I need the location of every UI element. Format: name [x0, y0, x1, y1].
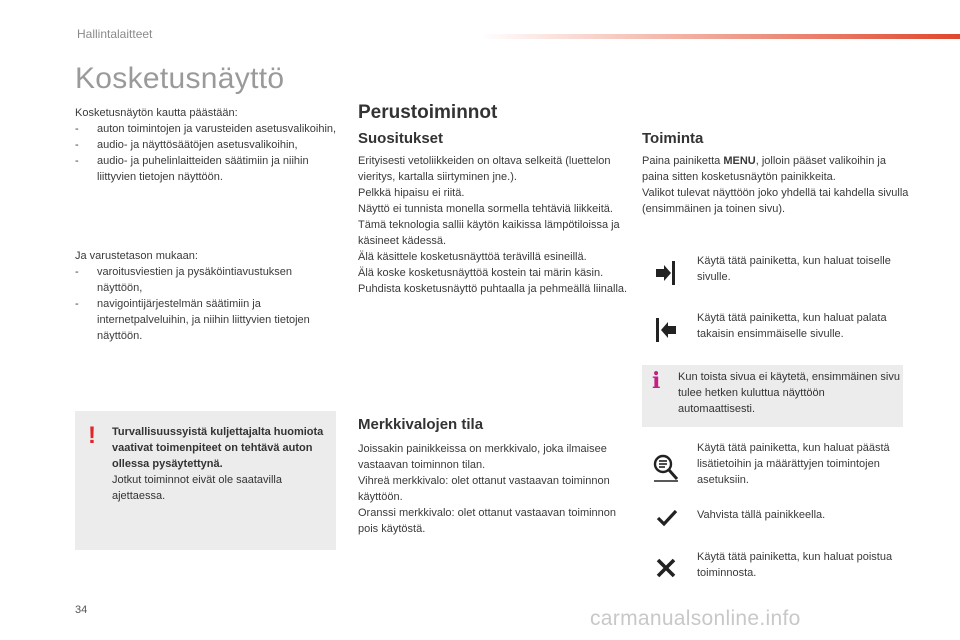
- list-item: - navigointijärjestelmän säätimiin ja internetpalveluihin, ja niihin liittyvien tietojen näyttöön.: [75, 298, 310, 342]
- next-page-icon: [654, 260, 678, 286]
- page-number: 34: [75, 604, 88, 616]
- recommendations-heading: Suositukset: [358, 130, 444, 147]
- previous-page-icon: [654, 317, 678, 343]
- equipment-lead: Ja varustetason mukaan:: [75, 250, 198, 262]
- warning-text: [112, 424, 327, 504]
- indicator-text: Joissakin painikkeissa on merkkivalo, joka ilmaisee vastaavan toiminnon tilan. Vihreä merkkivalo: olet ottanut vastaavan toiminnon käyttöön. Oranssi merkkivalo: olet ottanut vastaavan toiminnon pois käytöstä.: [358, 443, 617, 535]
- watermark: carmanualsonline.info: [590, 607, 801, 630]
- info-text: Kun toista sivua ei käytetä, ensimmäinen sivu tulee hetken kuluttua näyttöön automaattisesti.: [678, 371, 900, 415]
- previous-page-text: Käytä tätä painiketta, kun haluat palata takaisin ensimmäiselle sivulle.: [697, 312, 887, 340]
- info-icon: i: [652, 368, 661, 394]
- indicator-heading: Merkkivalojen tila: [358, 416, 484, 433]
- close-icon: [656, 558, 676, 578]
- list-item: - varoitusviestien ja pysäköintiavustuksen näyttöön,: [75, 266, 293, 294]
- section-header: Hallintalaitteet: [77, 27, 153, 41]
- equipment-block: [75, 248, 337, 344]
- list-item: - audio- ja näyttösäätöjen asetusvalikoihin,: [75, 139, 298, 151]
- close-text: Käytä tätä painiketta, kun haluat poistua toiminnosta.: [697, 551, 893, 579]
- warning-icon: !: [88, 422, 96, 449]
- next-page-text: Käytä tätä painiketta, kun haluat toiselle sivulle.: [697, 255, 891, 283]
- page-title: Kosketusnäyttö: [75, 62, 285, 95]
- operation-heading: Toiminta: [642, 130, 704, 147]
- checkmark-text: Vahvista tällä painikkeella.: [697, 509, 826, 521]
- intro-lead: Kosketusnäytön kautta päästään:: [75, 107, 238, 119]
- warning-bold-text: Turvallisuussyistä kuljettajalta huomiota vaativat toimenpiteet on tehtävä auton ollessa pysäytettynä.: [112, 426, 324, 470]
- list-item: - auton toimintojen ja varusteiden asetusvalikoihin,: [75, 123, 337, 135]
- menu-key: MENU: [723, 155, 756, 167]
- intro-block: [75, 105, 337, 185]
- basics-heading: Perustoiminnot: [358, 102, 498, 123]
- settings-info-icon: [652, 453, 680, 483]
- settings-info-text: Käytä tätä painiketta, kun haluat päästä lisätietoihin ja määrättyjen toimintojen asetuksiin.: [697, 442, 890, 486]
- recommendations-text: Erityisesti vetoliikkeiden on oltava selkeitä (luettelon vieritys, kartalla siirtyminen jne.). Pelkkä hipaisu ei riitä. Näyttö ei tunnista monella sormella tehtäviä liikkeitä. Tämä teknologia sallii käytön kaikissa lämpötiloissa ja käsineet kädessä. Älä käsittele kosketusnäyttöä terävillä esineillä. Älä koske kosketusnäyttöä kostein tai märin käsin. Puhdista kosketusnäyttö puhtaalla ja pehmeällä liinalla.: [358, 155, 628, 295]
- warning-note: Jotkut toiminnot eivät ole saatavilla ajettaessa.: [112, 474, 282, 502]
- header-accent-line: [480, 34, 960, 39]
- list-item: - audio- ja puhelinlaitteiden säätimiin ja niihin liittyvien tietojen näyttöön.: [75, 155, 309, 183]
- checkmark-icon: [656, 508, 678, 528]
- operation-text: Paina painiketta MENU, jolloin pääset valikoihin ja paina sitten kosketusnäytön painikkeita. Valikot tulevat näyttöön joko yhdellä tai kahdella sivulla (ensimmäinen ja toinen sivu).: [642, 155, 909, 215]
